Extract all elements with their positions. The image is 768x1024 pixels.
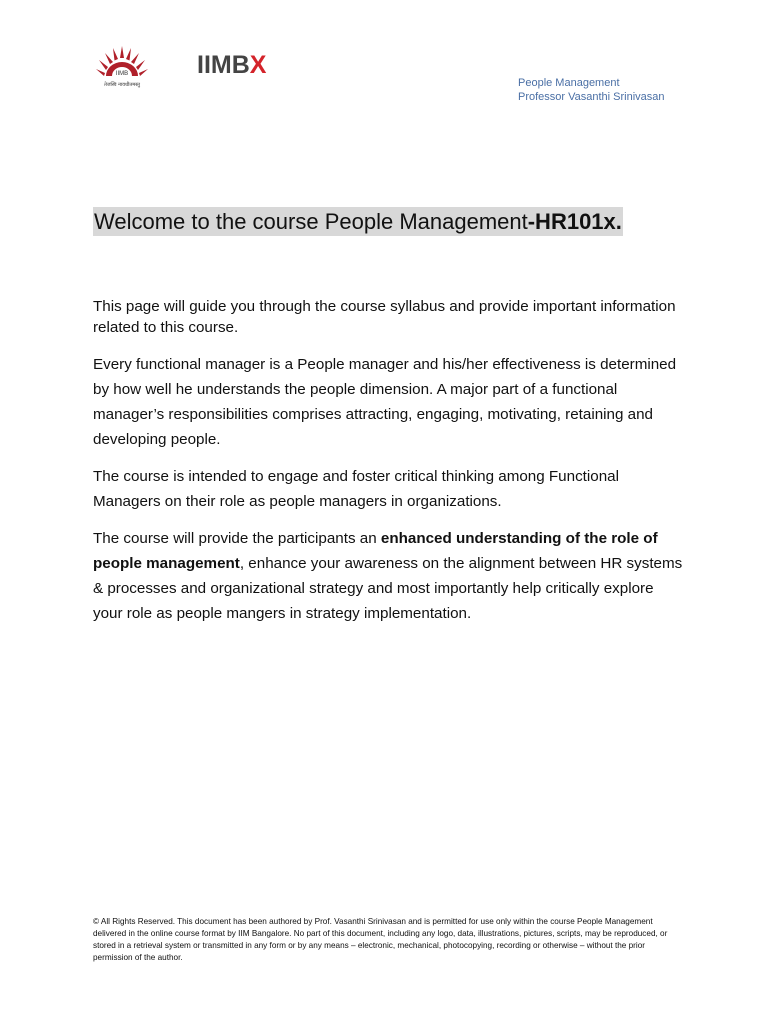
copyright-notice: © All Rights Reserved. This document has been authored by Prof. Vasanthi Srinivasan and is permitted for use only within the course People Management delivered in the online course format by IIM Bangalore. No part of this document, including any logo, data, illustrations, pictures, scripts, may be reproduced, or stored in a retrieval system or transmitted in any form or by any means – electronic, mechanical, photocopying, recording or otherwise – without the prior permission of the author. <box>93 917 668 962</box>
outcomes-text-start: The course will provide the participants an <box>93 530 381 547</box>
iimbx-logo <box>197 51 266 79</box>
outcomes-text-bold: enhanced understanding of the role of people management <box>93 530 658 572</box>
iimbx-logo-main: IIMB <box>197 51 250 79</box>
iimb-motto-text: तेजस्वि नावधीतमस्तु <box>103 82 141 88</box>
intro-paragraph: This page will guide you through the course syllabus and provide important information related to this course. <box>93 298 676 336</box>
page-title <box>93 207 623 236</box>
paragraph-course-intent: The course is intended to engage and foster critical thinking among Functional Managers on their role as people managers in organizations. <box>93 468 619 510</box>
paragraph-course-outcomes <box>93 526 683 626</box>
course-name: People Management <box>518 77 620 89</box>
document-body <box>93 296 683 638</box>
paragraph-functional-manager: Every functional manager is a People manager and his/her effectiveness is determined by how well he understands the people dimension. A major part of a functional manager’s responsibilities comprises attracting, engaging, motivating, retaining and developing people. <box>93 356 677 448</box>
title-prefix: Welcome to the course People Management <box>94 209 528 234</box>
professor-name: Professor Vasanthi Srinivasan <box>518 91 665 103</box>
outcomes-text-end: , enhance your awareness on the alignment between HR systems & processes and organizational strategy and most importantly help critically explore your role as people mangers in strategy implementation. <box>93 555 683 622</box>
header-meta <box>518 76 665 104</box>
course-code: -HR101x. <box>527 209 622 234</box>
iimb-logo <box>92 42 152 90</box>
iimbx-logo-x: X <box>249 51 267 79</box>
iimb-logo-text: IIMB <box>115 71 129 77</box>
